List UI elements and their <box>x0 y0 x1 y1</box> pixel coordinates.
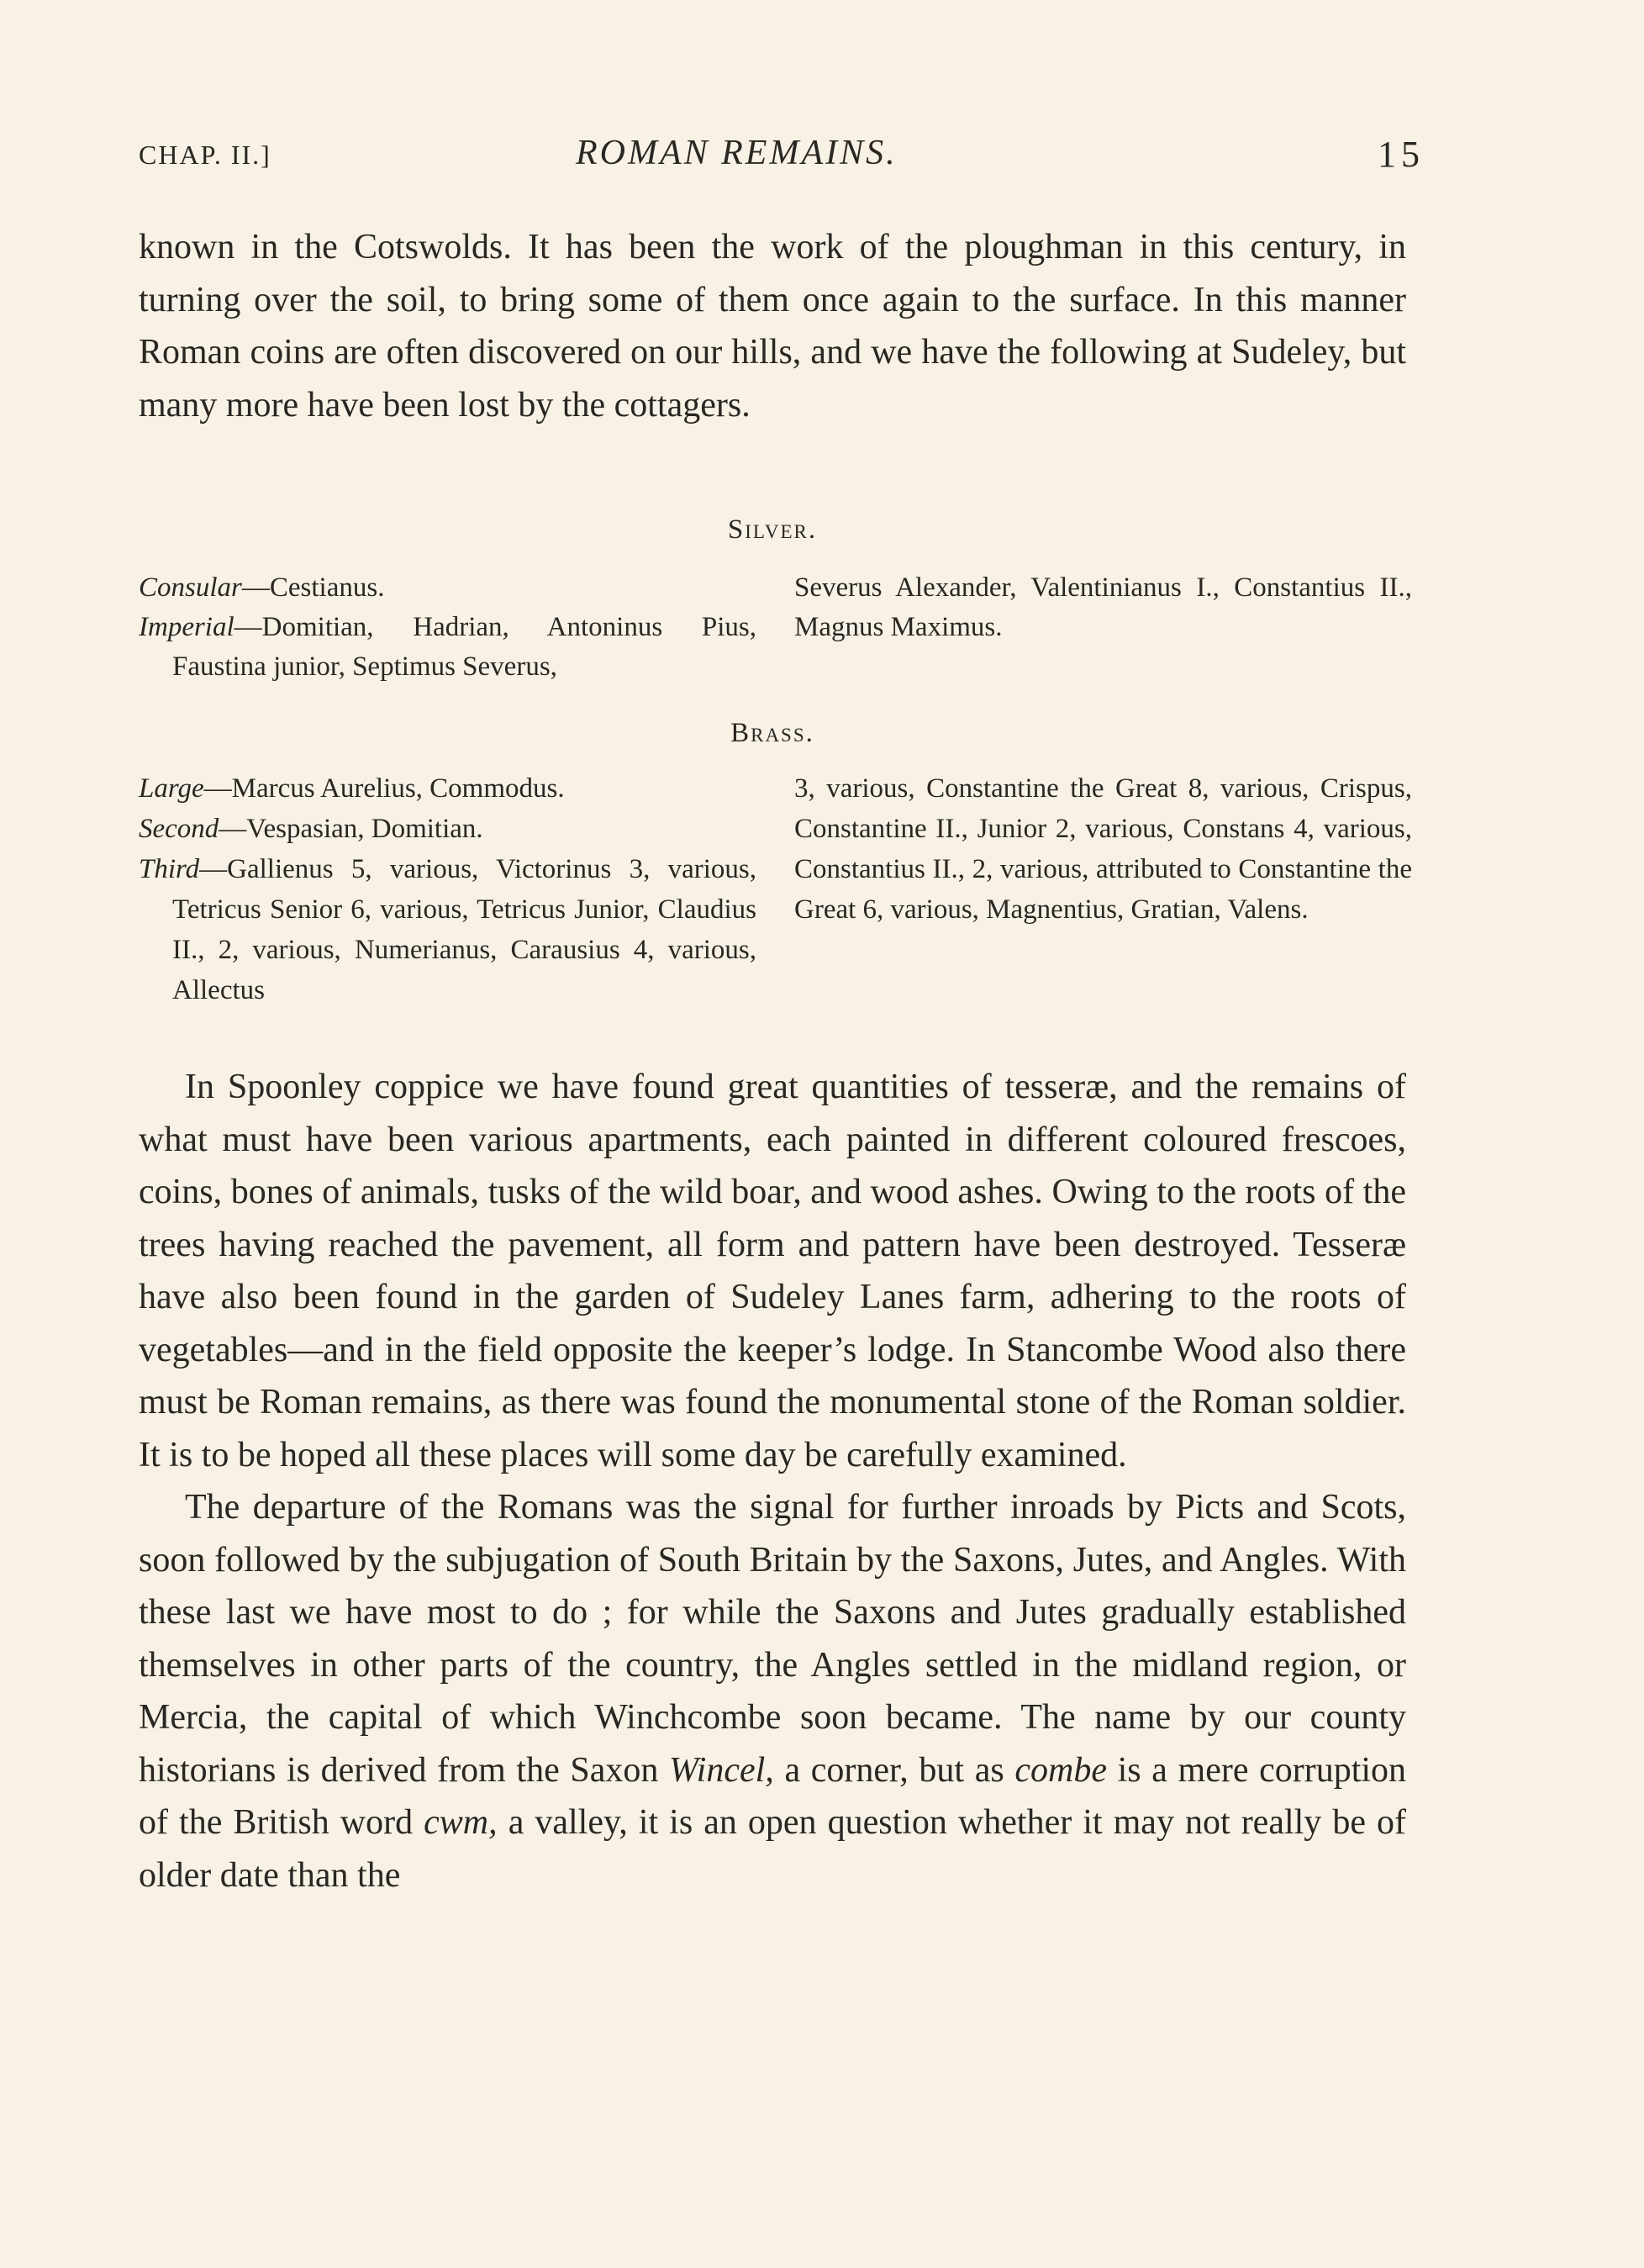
main-text-block <box>139 1061 1406 1901</box>
departure-part-1: The departure of the Romans was the signal for further inroads by Picts and Scots, soon followed by the subjugation of South Britain by the Saxons, Jutes, and Angles. With these last we have most to do ; for while the Saxons and Jutes gradually established themselves in other parts of the country, the Angles settled in the midland region, or Mercia, the capital of which Winchcombe soon became. The name by our county historians is derived from the Saxon <box>139 1488 1406 1790</box>
imperial-label: Imperial <box>139 612 234 642</box>
brass-heading: Brass. <box>730 718 814 748</box>
departure-part-4: a valley, it is an open question whether it may not really be of older date than the <box>139 1803 1407 1895</box>
silver-imperial-continued: Severus Alexander, Valentinianus I., Constantius II., Magnus Maximus. <box>794 572 1412 642</box>
brass-second-entry <box>139 809 756 849</box>
silver-left-column <box>139 568 756 687</box>
brass-third-entry <box>139 849 756 1010</box>
paragraph-departure <box>139 1481 1406 1901</box>
third-text: —Gallienus 5, various, Victorinus 3, various, Tetricus Senior 6, various, Tetricus Junior, Claudius II., 2, various, Numerianus, Carausius 4, various, Allectus <box>172 854 756 1005</box>
departure-part-3: is a mere corruption of the British word <box>139 1750 1407 1842</box>
second-text: —Vespasian, Domitian. <box>219 814 483 844</box>
brass-left-column <box>139 768 756 1010</box>
paragraph-spoonley: In Spoonley coppice we have found great quantities of tesseræ, and the remains of what must have been various apartments, each painted in different coloured frescoes, coins, bones of animals, tusks of the wild boar, and wood ashes. Owing to the roots of the trees having reached the pavement, all form and pattern have been destroyed. Tesseræ have also been found in the garden of Sudeley Lanes farm, adhering to the roots of vegetables—and in the field opposite the keeper’s lodge. In Stancombe Wood also there must be Roman remains, as there was found the monumental stone of the Roman soldier. It is to be hoped all these places will some day be carefully examined. <box>139 1068 1406 1474</box>
intro-paragraph: known in the Cotswolds. It has been the work of the ploughman in this century, in turning over the soil, to bring some of them once again to the surface. In this manner Roman coins are often discovered on our hills, and we have the following at Sudeley, but many more have been lost by the cottagers. <box>139 228 1406 425</box>
departure-part-2: a corner, but as <box>784 1750 1004 1790</box>
consular-label: Consular <box>139 572 242 603</box>
second-label: Second <box>139 814 219 844</box>
third-label: Third <box>139 854 200 884</box>
silver-imperial-entry <box>139 608 756 687</box>
silver-consular-entry <box>139 568 756 608</box>
word-cwm: cwm, <box>424 1803 498 1842</box>
brass-large-entry <box>139 768 756 809</box>
page-number: 15 <box>1378 134 1425 175</box>
brass-third-continued: 3, various, Constantine the Great 8, various, Crispus, Constantine II., Junior 2, various, Constans 4, various, Constantius II., 2, various, attributed to Constantine the Great 6, various, Magnentius, Gratian, Valens. <box>794 773 1412 925</box>
word-combe: combe <box>1014 1750 1107 1790</box>
word-wincel: Wincel, <box>669 1750 774 1790</box>
silver-right-column <box>794 568 1412 647</box>
intro-paragraph-block <box>139 221 1406 431</box>
consular-text: —Cestianus. <box>241 572 385 603</box>
large-text: —Marcus Aurelius, Commodus. <box>203 773 565 804</box>
chapter-label: CHAP. II.] <box>139 140 271 170</box>
brass-right-column <box>794 768 1412 930</box>
large-label: Large <box>139 773 204 804</box>
running-header <box>139 133 1425 183</box>
imperial-text: —Domitian, Hadrian, Antoninus Pius, Faustina junior, Septimus Severus, <box>172 612 756 682</box>
running-title: ROMAN REMAINS. <box>576 134 898 172</box>
silver-heading: Silver. <box>727 514 818 545</box>
